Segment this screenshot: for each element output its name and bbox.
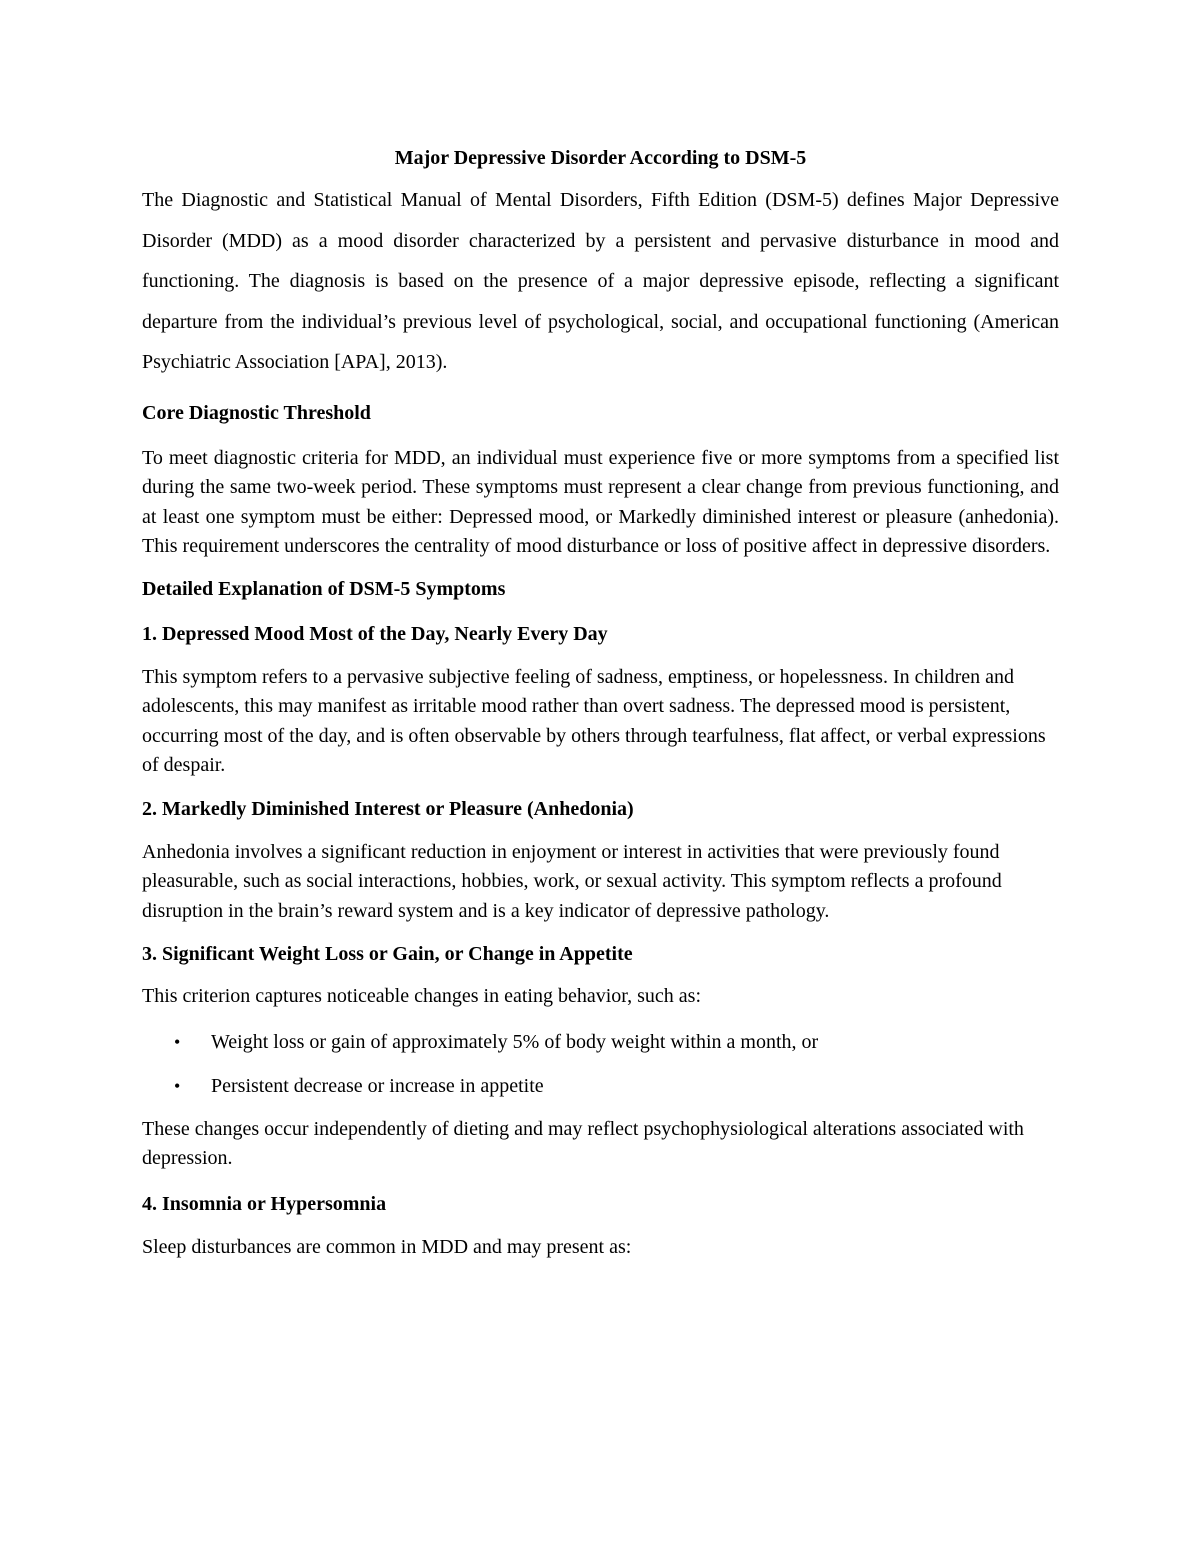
symptom-1-heading: 1. Depressed Mood Most of the Day, Nearly Every Day (142, 622, 608, 645)
bullet-text: Persistent decrease or increase in appetite (211, 1074, 544, 1097)
document-body (142, 140, 1059, 1262)
bullet-icon: • (174, 1075, 181, 1096)
detailed-explanation-heading: Detailed Explanation of DSM-5 Symptoms (142, 577, 506, 600)
symptom-3-outro: These changes occur independently of dieting and may reflect psychophysiological alterations associated with depression. (142, 1117, 1024, 1169)
symptom-4-intro: Sleep disturbances are common in MDD and may present as: (142, 1235, 632, 1258)
symptom-4-heading: 4. Insomnia or Hypersomnia (142, 1192, 387, 1215)
list-item (142, 1027, 1059, 1057)
bullet-icon: • (174, 1031, 181, 1052)
symptom-2-paragraph: Anhedonia involves a significant reduction in enjoyment or interest in activities that were previously found pleasurable, such as social interactions, hobbies, work, or sexual activity. This symptom reflects a profound disruption in the brain’s reward system and is a key indicator of depressive pathology. (142, 840, 1002, 922)
core-threshold-paragraph: To meet diagnostic criteria for MDD, an individual must experience five or more symptoms from a specified list during the same two-week period. These symptoms must represent a clear change from previous functioning, and at least one symptom must be either: Depressed mood, or Markedly diminished interest or pleasure (anhedonia). This requirement underscores the centrality of mood disturbance or loss of positive affect in depressive disorders. (142, 446, 1059, 557)
intro-paragraph: The Diagnostic and Statistical Manual of Mental Disorders, Fifth Edition (DSM-5) defines Major Depressive Disorder (MDD) as a mood disorder characterized by a persistent and pervasive disturbance in mood and functioning. The diagnosis is based on the presence of a major depressive episode, reflecting a significant departure from the individual’s previous level of psychological, social, and occupational functioning (American Psychiatric Association [APA], 2013). (142, 189, 1059, 373)
symptom-2-heading: 2. Markedly Diminished Interest or Pleasure (Anhedonia) (142, 797, 634, 820)
core-threshold-heading: Core Diagnostic Threshold (142, 401, 371, 424)
document-title: Major Depressive Disorder According to DSM-5 (394, 147, 807, 169)
symptom-1-paragraph: This symptom refers to a pervasive subjective feeling of sadness, emptiness, or hopelessness. In children and adolescents, this may manifest as irritable mood rather than overt sadness. The depressed mood is persistent, occurring most of the day, and is often observable by others through tearfulness, flat affect, or verbal expressions of despair. (142, 665, 1046, 776)
symptom-3-intro: This criterion captures noticeable changes in eating behavior, such as: (142, 985, 701, 1007)
bullet-text: Weight loss or gain of approximately 5% of body weight within a month, or (211, 1030, 819, 1053)
list-item (142, 1071, 1059, 1101)
symptom-3-bullet-list (142, 1027, 1059, 1101)
symptom-3-heading: 3. Significant Weight Loss or Gain, or Change in Appetite (142, 943, 633, 965)
